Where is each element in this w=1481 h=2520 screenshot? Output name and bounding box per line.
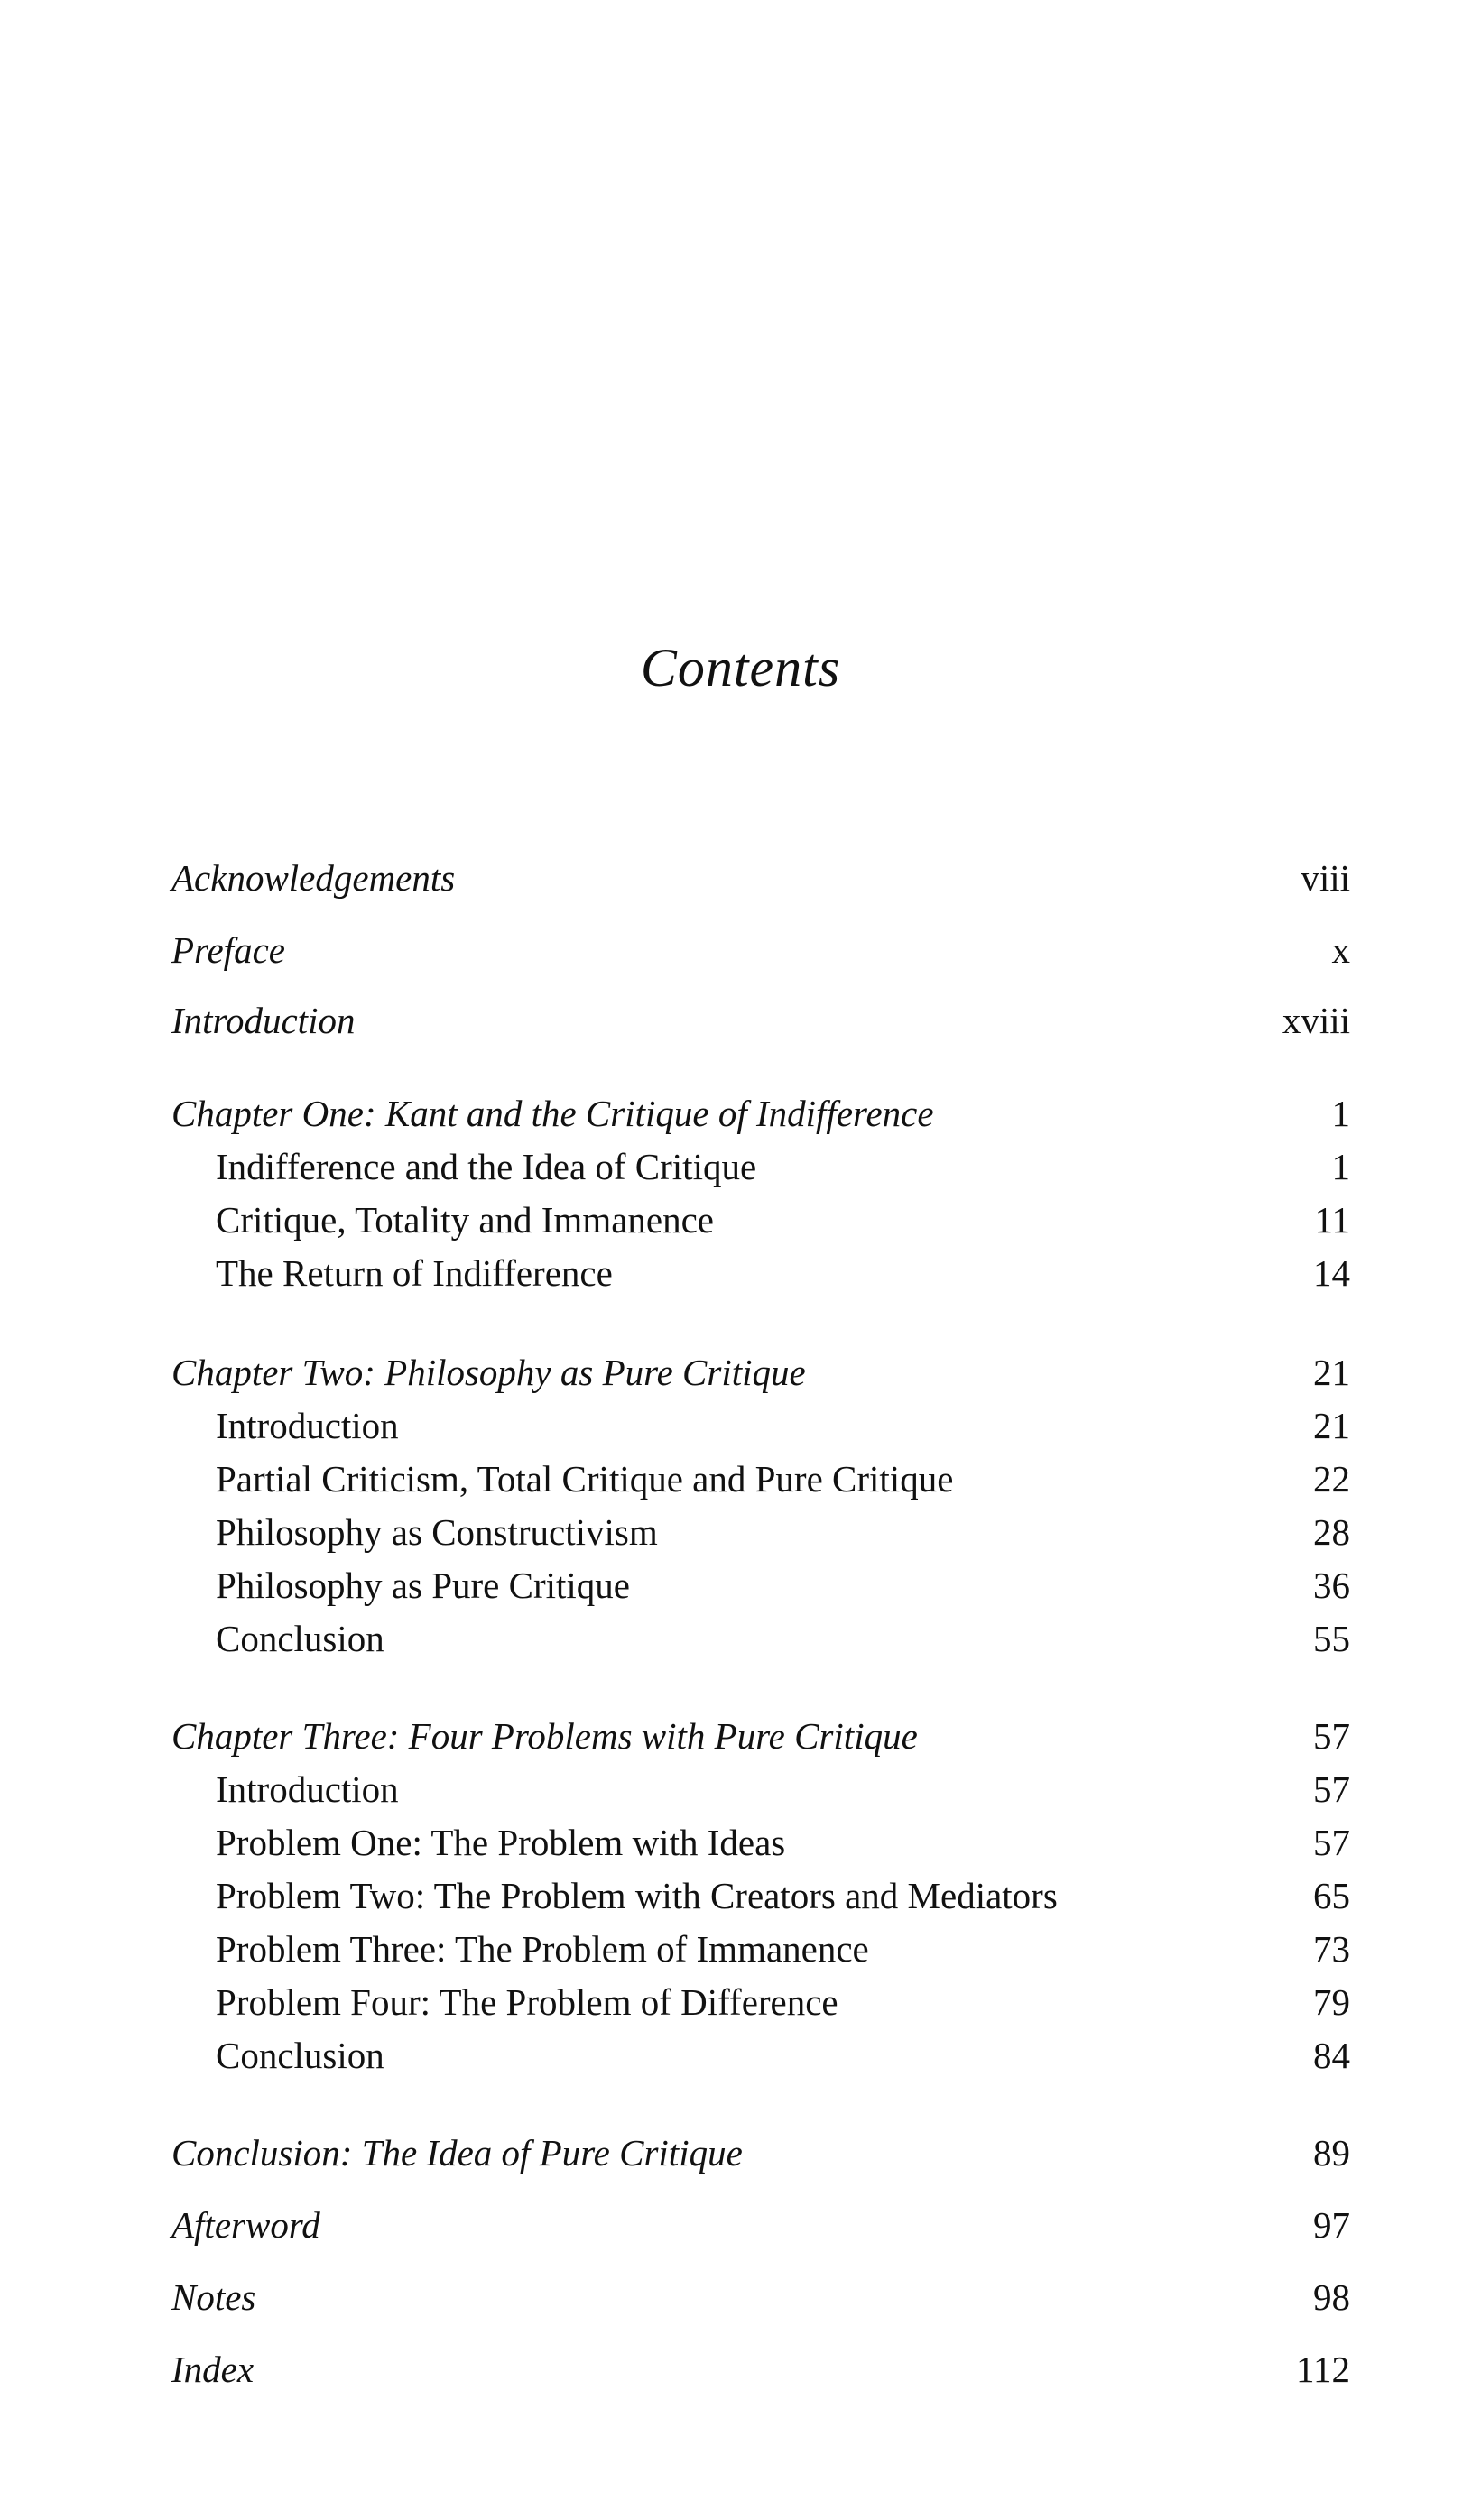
toc-entry-label: Acknowledgements xyxy=(171,857,456,899)
toc-entry-label: Afterword xyxy=(171,2204,320,2246)
toc-section-page: 36 xyxy=(1313,1565,1350,1606)
toc-section-entry[interactable] xyxy=(171,1820,1350,1865)
toc-entry-page: 21 xyxy=(1313,1352,1350,1393)
toc-section-page: 84 xyxy=(1313,2035,1350,2076)
toc-section-label: Problem Two: The Problem with Creators and Mediators xyxy=(216,1875,1058,1916)
toc-section-page: 14 xyxy=(1313,1252,1350,1294)
toc-section-page: 57 xyxy=(1313,1768,1350,1810)
toc-section-label: The Return of Indifference xyxy=(216,1252,613,1294)
toc-section-label: Philosophy as Pure Critique xyxy=(216,1565,630,1606)
toc-entry-acknowledgements[interactable] xyxy=(171,855,1350,900)
page-title: Contents xyxy=(640,638,841,697)
toc-section-label: Problem One: The Problem with Ideas xyxy=(216,1822,786,1863)
toc-section-page: 65 xyxy=(1313,1875,1350,1916)
toc-entry-page: xviii xyxy=(1282,1000,1350,1041)
toc-section-entry[interactable] xyxy=(171,1873,1350,1918)
toc-entry-chapter-three[interactable] xyxy=(171,1713,1350,1758)
toc-section-label: Indifference and the Idea of Critique xyxy=(216,1146,757,1187)
toc-section-page: 1 xyxy=(1331,1146,1350,1187)
toc-section-entry[interactable] xyxy=(171,1197,1350,1242)
toc-section-entry[interactable] xyxy=(171,1251,1350,1296)
toc-section-entry[interactable] xyxy=(171,1926,1350,1971)
toc-entry-page: 98 xyxy=(1313,2276,1350,2318)
toc-entry-page: 1 xyxy=(1331,1093,1350,1134)
toc-entry-page: 112 xyxy=(1296,2349,1350,2390)
toc-entry-label: Preface xyxy=(171,929,285,971)
toc-entry-label: Chapter One: Kant and the Critique of Indifference xyxy=(171,1093,934,1134)
toc-section-entry[interactable] xyxy=(171,1616,1350,1661)
toc-section-label: Introduction xyxy=(216,1768,399,1810)
toc-section-label: Problem Four: The Problem of Difference xyxy=(216,1981,838,2023)
toc-section-entry[interactable] xyxy=(171,1563,1350,1608)
toc-section-page: 28 xyxy=(1313,1511,1350,1553)
toc-entry-chapter-one[interactable] xyxy=(171,1091,1350,1136)
toc-section-label: Conclusion xyxy=(216,2035,384,2076)
toc-section-page: 57 xyxy=(1313,1822,1350,1863)
toc-section-entry[interactable] xyxy=(171,1767,1350,1812)
toc-section-entry[interactable] xyxy=(171,1980,1350,2025)
toc-section-entry[interactable] xyxy=(171,1456,1350,1501)
toc-section-label: Problem Three: The Problem of Immanence xyxy=(216,1928,869,1970)
toc-entry-notes[interactable] xyxy=(171,2275,1350,2320)
toc-section-page: 22 xyxy=(1313,1458,1350,1500)
toc-entry-label: Notes xyxy=(171,2276,256,2318)
toc-section-label: Philosophy as Constructivism xyxy=(216,1511,658,1553)
toc-section-page: 21 xyxy=(1313,1405,1350,1446)
toc-entry-introduction[interactable] xyxy=(171,998,1350,1043)
toc-entry-chapter-two[interactable] xyxy=(171,1350,1350,1395)
toc-section-page: 79 xyxy=(1313,1981,1350,2023)
toc-section-entry[interactable] xyxy=(171,2033,1350,2078)
toc-section-label: Critique, Totality and Immanence xyxy=(216,1199,714,1241)
toc-section-label: Partial Criticism, Total Critique and Pure Critique xyxy=(216,1458,954,1500)
toc-entry-page: 97 xyxy=(1313,2204,1350,2246)
toc-entry-index[interactable] xyxy=(171,2347,1350,2392)
toc-entry-page: viii xyxy=(1301,857,1350,899)
toc-entry-page: 89 xyxy=(1313,2132,1350,2174)
toc-section-page: 55 xyxy=(1313,1618,1350,1659)
toc-entry-page: 57 xyxy=(1313,1715,1350,1757)
toc-entry-page: x xyxy=(1331,929,1350,971)
toc-section-entry[interactable] xyxy=(171,1509,1350,1555)
toc-entry-label: Conclusion: The Idea of Pure Critique xyxy=(171,2132,743,2174)
toc-section-entry[interactable] xyxy=(171,1144,1350,1189)
toc-entry-label: Introduction xyxy=(171,1000,356,1041)
toc-section-label: Conclusion xyxy=(216,1618,384,1659)
toc-entry-label: Chapter Three: Four Problems with Pure Critique xyxy=(171,1715,918,1757)
toc-entry-label: Chapter Two: Philosophy as Pure Critique xyxy=(171,1352,806,1393)
toc-entry-afterword[interactable] xyxy=(171,2202,1350,2248)
toc-entry-conclusion[interactable] xyxy=(171,2130,1350,2175)
toc-entry-preface[interactable] xyxy=(171,928,1350,973)
toc-entry-label: Index xyxy=(171,2349,255,2390)
toc-section-page: 73 xyxy=(1313,1928,1350,1970)
toc-section-entry[interactable] xyxy=(171,1403,1350,1448)
toc-section-page: 11 xyxy=(1314,1199,1350,1241)
toc-section-label: Introduction xyxy=(216,1405,399,1446)
